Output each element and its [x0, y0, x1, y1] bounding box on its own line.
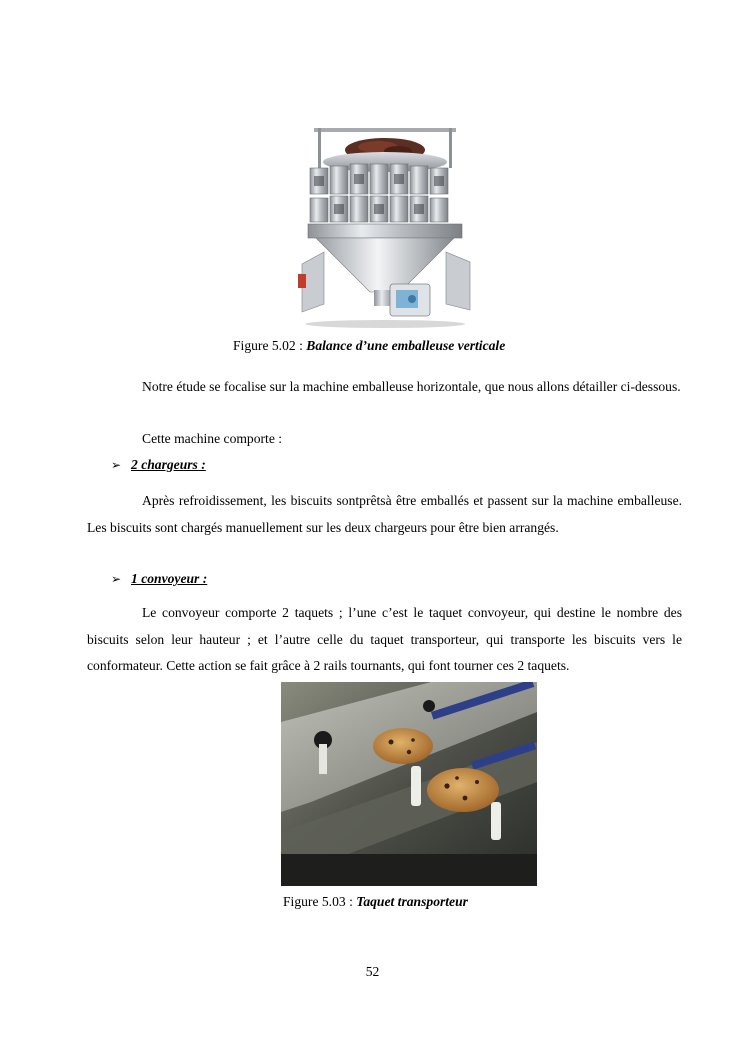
paragraph-convoyeur-text: Le convoyeur comporte 2 taquets ; l’une c’est le taquet convoyeur, qui destine le nombre des biscuits selon leur hauteur ; et l’autre celle du taquet transporteur, qui transporte les biscuits vers le conformateur. Cette action se fait grâce à 2 rails tournants, qui font tourner ces 2 taquets.: [87, 605, 682, 673]
caption-prefix: Figure 5.03 :: [283, 894, 357, 909]
caption-prefix: Figure 5.02 :: [233, 338, 307, 353]
paragraph-intro: [87, 374, 682, 401]
paragraph-machine-components: [87, 426, 682, 453]
arrow-bullet-icon: ➢: [111, 572, 122, 586]
page-number: 52: [365, 964, 380, 979]
caption-title: Balance d’une emballeuse verticale: [306, 338, 506, 353]
paragraph-intro-text: Notre étude se focalise sur la machine emballeuse horizontale, que nous allons détailler ci-dessous.: [142, 379, 681, 394]
figure-caption-5-03: [283, 894, 468, 910]
multihead-weigher-image: [288, 124, 482, 330]
paragraph-convoyeur: [87, 600, 682, 680]
bullet-label: 2 chargeurs :: [131, 457, 206, 472]
caption-title: Taquet transporteur: [356, 894, 468, 909]
paragraph-chargeurs: [87, 488, 682, 541]
figure-caption-5-02: [233, 338, 505, 354]
paragraph-chargeurs-text: Après refroidissement, les biscuits sontprêtsà être emballés et passent sur la machine emballeuse. Les biscuits sont chargés manuellement sur les deux chargeurs pour être bien arrangés.: [87, 493, 682, 535]
paragraph-machine-components-text: Cette machine comporte :: [142, 431, 283, 446]
arrow-bullet-icon: ➢: [111, 458, 122, 472]
bullet-convoyeur: [111, 569, 207, 589]
conveyor-cookies-image: [281, 682, 537, 886]
bullet-label: 1 convoyeur :: [131, 571, 208, 586]
bullet-chargeurs: [111, 455, 206, 475]
